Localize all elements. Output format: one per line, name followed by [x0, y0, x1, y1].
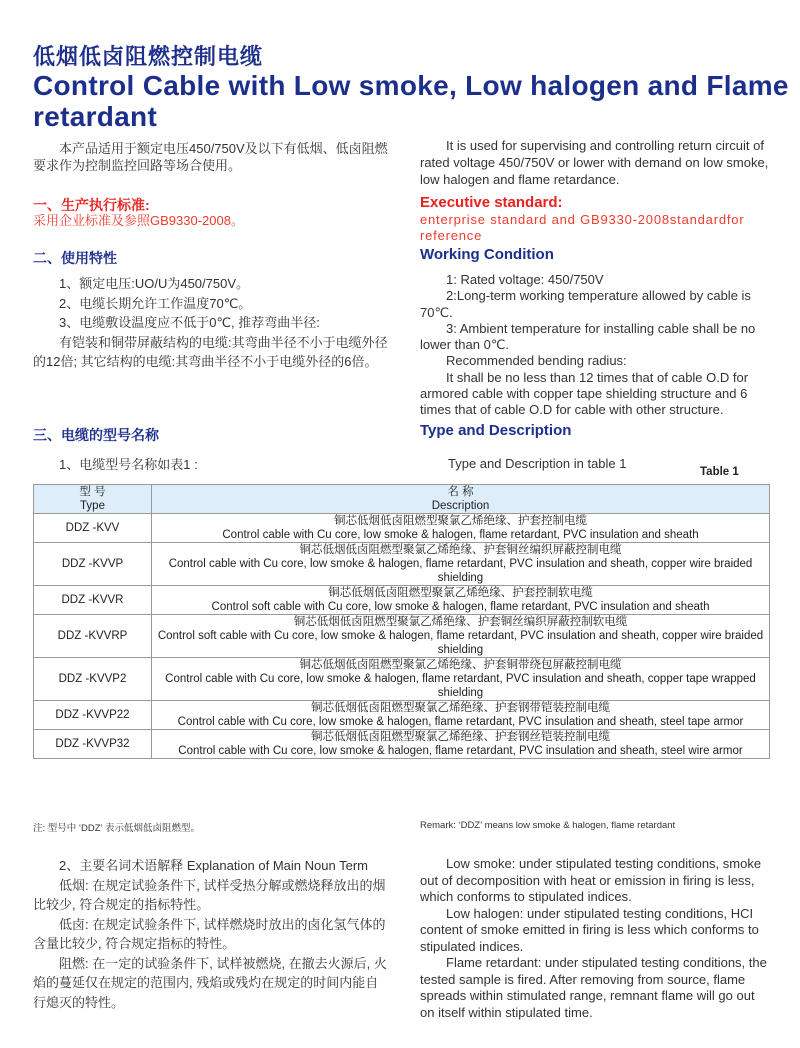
term-en: Low halogen: under stipulated testing conditions, HCI content of smoke emitted in firing is less which conforms to stipulated indices.: [420, 905, 759, 954]
usage-heading-cn: 二、使用特性: [33, 250, 117, 266]
intro-cn: 本产品适用于额定电压450/750V及以下有低烟、低卤阻燃要求作为控制监控回路等场合使用。: [33, 141, 388, 173]
title-chinese: 低烟低卤阻燃控制电缆: [33, 44, 264, 69]
term-en: Low smoke: under stipulated testing conditions, smoke out of decomposition with heat or emission in firing is less, which conforms to stipulated indices.: [420, 856, 762, 904]
standard-heading-en: Executive standard:: [420, 194, 563, 211]
usage-item: 3: Ambient temperature for installing cable shall be no lower than 0℃.: [420, 320, 756, 353]
usage-item: Recommended bending radius:: [446, 353, 627, 369]
cell-description: [152, 514, 770, 543]
usage-heading-en: Working Condition: [420, 246, 554, 263]
cell-type: DDZ -KVVR: [34, 586, 152, 615]
description-en: Control cable with Cu core, low smoke & halogen, flame retardant, PVC insulation and sheath, steel tape armor: [177, 716, 744, 728]
table-row: [34, 615, 770, 658]
usage-item: It shall be no less than 12 times that of cable O.D for armored cable with copper tape shielding structure and 6 times that of cable O.D for cable with other structure.: [420, 369, 749, 418]
table-row: [34, 730, 770, 759]
description-cn: 铜芯低烟低卤阻燃型聚氯乙烯绝缘、护套铜丝编织屏蔽控制软电缆: [293, 616, 628, 628]
description-cn: 铜芯低烟低卤阻燃型聚氯乙烯绝缘、护套控制电缆: [334, 515, 587, 527]
description-cn: 铜芯低烟低卤阻燃型聚氯乙烯绝缘、护套铜带绕包屏蔽控制电缆: [299, 659, 622, 671]
description-cn: 铜芯低烟低卤阻燃型聚氯乙烯绝缘、护套铜丝编织屏蔽控制电缆: [299, 544, 622, 556]
description-cn: 铜芯低烟低卤阻燃型聚氯乙烯绝缘、护套钢带铠装控制电缆: [311, 702, 610, 714]
table-row: [34, 658, 770, 701]
title-english: Control Cable with Low smoke, Low halogen and Flame retardant: [33, 70, 789, 132]
term-cn: 低卤: 在规定试验条件下, 试样燃烧时放出的卤化氢气体的含量比较少, 符合规定指标的特性。: [33, 916, 386, 951]
header-desc-cn: 名 称: [447, 486, 474, 498]
description-en: Control soft cable with Cu core, low smoke & halogen, flame retardant, PVC insulation and sheath, copper wire braided shielding: [157, 630, 764, 656]
header-desc-en: Description: [431, 500, 490, 512]
description-en: Control cable with Cu core, low smoke & halogen, flame retardant, PVC insulation and sheath: [222, 529, 699, 541]
standard-text-cn: 采用企业标准及参照GB9330-2008。: [33, 213, 244, 228]
usage-list-cn: [33, 274, 388, 372]
term-en: Flame retardant: under stipulated testing conditions, the tested sample is fired. After removing from source, flame spreads within stimulated range, remnant flame will go out on itself within stipulated time.: [420, 955, 767, 1020]
cell-description: [152, 615, 770, 658]
cell-description: [152, 658, 770, 701]
standard-heading-cn: 一、生产执行标准:: [33, 197, 150, 213]
cell-type: DDZ -KVVRP: [34, 615, 152, 658]
types-heading-en: Type and Description: [420, 422, 572, 439]
header-description: [152, 485, 770, 514]
usage-item: 2、电缆长期允许工作温度70℃。: [59, 295, 252, 311]
types-heading-cn: 三、电缆的型号名称: [33, 427, 159, 443]
note-en: Remark: ‘DDZ’ means low smoke & halogen, flame retardant: [420, 820, 676, 831]
header-type-en: Type: [80, 500, 105, 512]
usage-item: 1: Rated voltage: 450/750V: [446, 272, 604, 287]
usage-item: 1、额定电压:UO/U为450/750V。: [59, 276, 250, 291]
term-cn: 阻燃: 在一定的试验条件下, 试样被燃烧, 在撤去火源后, 火焰的蔓延仅在规定的范围内, 残焰或残灼在规定的时间内能自行熄灭的特性。: [33, 955, 387, 1010]
table-row: [34, 701, 770, 730]
cell-description: [152, 543, 770, 586]
usage-item: 2:Long-term working temperature allowed by cable is 70℃.: [420, 288, 751, 320]
header-type-cn: 型 号: [79, 486, 106, 498]
cell-type: DDZ -KVVP32: [34, 730, 152, 759]
standard-text-en: enterprise standard and GB9330-2008standardfor reference: [420, 212, 745, 243]
table-row: [34, 514, 770, 543]
terms-cn: [33, 856, 388, 1012]
cell-type: DDZ -KVVP2: [34, 658, 152, 701]
usage-item: 3、电缆敷设温度应不低于0℃, 推荐弯曲半径:: [59, 315, 320, 330]
table-row: [34, 586, 770, 615]
cell-description: [152, 730, 770, 759]
cell-description: [152, 586, 770, 615]
header-type: [34, 485, 152, 514]
type-description-table: [33, 484, 770, 759]
description-en: Control cable with Cu core, low smoke & halogen, flame retardant, PVC insulation and sheath, steel wire armor: [178, 745, 743, 757]
terms-en: [420, 856, 770, 1021]
types-intro-cn: 1、电缆型号名称如表1 :: [59, 457, 198, 472]
description-cn: 铜芯低烟低卤阻燃型聚氯乙烯绝缘、护套控制软电缆: [328, 587, 593, 599]
usage-item: 有铠装和铜带屏蔽结构的电缆:其弯曲半径不小于电缆外径的12倍; 其它结构的电缆:其弯曲半径不小于电缆外径的6倍。: [33, 334, 388, 369]
cell-type: DDZ -KVV: [34, 514, 152, 543]
table-header-row: [34, 485, 770, 514]
usage-list-en: [420, 272, 770, 419]
terms-heading: 2、主要名词术语解释 Explanation of Main Noun Term: [59, 858, 368, 873]
types-intro-en: Type and Description in table 1: [448, 456, 627, 471]
description-cn: 铜芯低烟低卤阻燃型聚氯乙烯绝缘、护套钢丝铠装控制电缆: [311, 731, 610, 743]
cell-type: DDZ -KVVP22: [34, 701, 152, 730]
cell-description: [152, 701, 770, 730]
cell-type: DDZ -KVVP: [34, 543, 152, 586]
description-en: Control cable with Cu core, low smoke & halogen, flame retardant, PVC insulation and sheath, copper wire braided shielding: [168, 558, 753, 584]
intro-en: It is used for supervising and controlling return circuit of rated voltage 450/750V or lower with demand on low smoke, low halogen and flame retardance.: [420, 138, 769, 187]
description-en: Control cable with Cu core, low smoke & halogen, flame retardant, PVC insulation and sheath, copper tape wrapped shielding: [165, 673, 756, 699]
note-cn: 注: 型号中 ‘DDZ’ 表示低烟低卤阻燃型。: [33, 823, 200, 834]
table-label: Table 1: [700, 466, 739, 478]
description-en: Control soft cable with Cu core, low smoke & halogen, flame retardant, PVC insulation and sheath: [211, 601, 710, 613]
term-cn: 低烟: 在规定试验条件下, 试样受热分解或燃烧释放出的烟比较少, 符合规定的指标特性。: [33, 877, 386, 912]
table-row: [34, 543, 770, 586]
